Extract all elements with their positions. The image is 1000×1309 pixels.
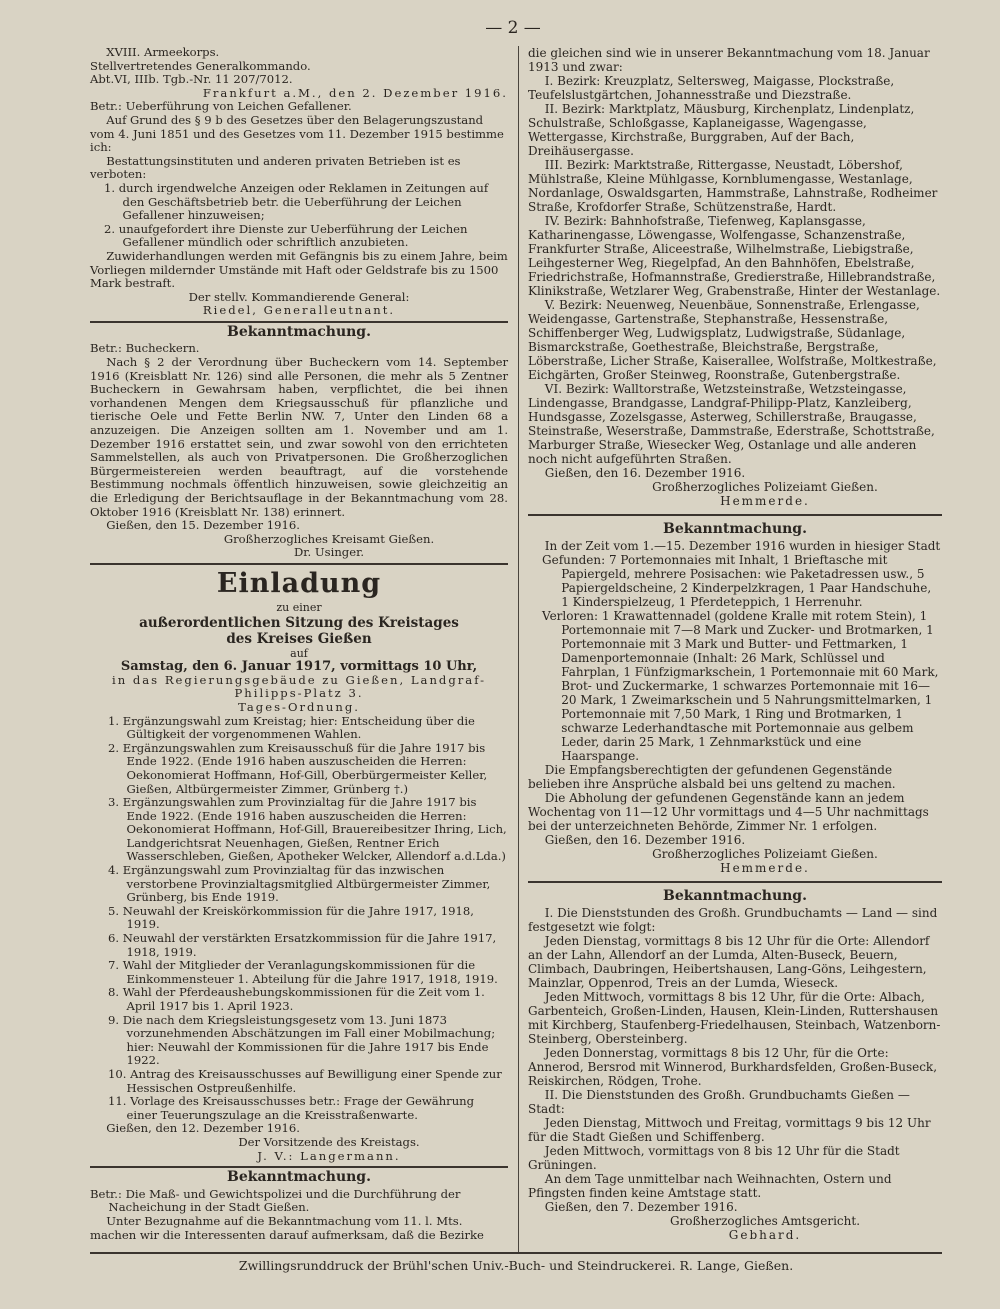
signature-name: Riedel, Generalleutnant.	[202, 303, 396, 318]
invitation-subtitle: auf	[290, 646, 308, 660]
lost-items: Verloren: 1 Krawattennadel (goldene Kralle mit rotem Stein), 1 Portemonnaie mit 7—8 Mark und Zucker- und Brotmarken, 1 Portemonnaie mit 3 Mark und Butter- und Fettmarken, 1 Damenportemonnaie (Inhalt: 26 Mark, Schlüssel und Fahrplan, 1 Fünfzigmarkschein, 1 Portemonnaie mit 60 Mark, Brot- und Zuckermarke, 1 schwarzes Portemonnaie mit 16—20 Mark, 1 Zweimarkschein und 5 Nahrungsmittelmarken, 1 Portemonnaie mit 7,50 Mark, 1 Ring und Brotmarken, 1 schwarze Lederhandtasche mit Portemonnaie aus gelbem Leder, darin 25 Mark, 1 Zehnmarkstück und eine Haarspange.	[542, 609, 939, 763]
divider	[528, 514, 942, 516]
district-entry: VI. Bezirk: Walltorstraße, Wetzsteinstraße, Wetzsteingasse, Lindengasse, Brandgasse, Landgraf-Philipp-Platz, Kanzleiberg, Hundsgasse, Zozelsgasse, Asterweg, Schillerstraße, Braugasse, Steinstraße, Weserstraße, Dammstraße, Ederstraße, Schottstraße, Marburger Straße, Wiesecker Weg, Ostanlage und alle anderen noch nicht aufgeführten Straßen.	[528, 382, 935, 466]
divider	[90, 563, 508, 565]
invitation-title: Einladung	[216, 567, 382, 599]
agenda-list	[108, 715, 508, 1123]
notice-signer: Hemmerde.	[720, 494, 810, 508]
header-line: Stellvertretendes Generalkommando.	[90, 58, 311, 73]
list-item: 1. durch irgendwelche Anzeigen oder Reklamen in Zeitungen auf den Geschäftsbetrieb betr. die Ueberführung der Leichen Gefallener hinzuweisen;	[104, 180, 489, 223]
notice-title: Bekanntmachung.	[227, 323, 371, 340]
agenda-title: Tages-Ordnung.	[238, 699, 360, 714]
agenda-item: 3. Ergänzungswahlen zum Provinzialtag für die Jahre 1917 bis Ende 1922. (Ende 1916 haben auszuscheiden die Herren: Oekonomierat Hoffmann, Hof-Gill, Brauereibesitzer Ihring, Lich, Landgerichtsrat Neuenhagen, Gießen, Rentner Erich Wasserschleben, Gießen, Apotheker Welcker, Allendorf a.d.Lda.)	[108, 795, 507, 864]
paragraph: Nach § 2 der Verordnung über Bucheckern vom 14. September 1916 (Kreisblatt Nr. 126) sind alle Personen, die mehr als 5 Zentner Bucheckern in Gewahrsam haben, verpflichtet, die bei ihnen vorhandenen Mengen dem Kriegsausschuß für pflanzliche und tierische Oele und Fette Berlin NW. 7, Unter den Linden 68 a anzuzeigen. Die Anzeigen sollten am 1. November und am 1. Dezember 1916 erstattet sein, und zwar sowohl von den errichteten Sammelstellen, als auch von Privatpersonen. Die Großherzoglichen Bürgermeistereien werden beauftragt, auf die vorstehende Bestimmung nochmals öffentlich hinzuweisen, sowie gleichzeitig an die Erledigung der Berichtsauflage in der Bekanntmachung vom 28. Oktober 1916 (Kreisblatt Nr. 138) erinnert.	[90, 355, 508, 519]
subject-line: Betr.: Ueberführung von Leichen Gefallener.	[90, 99, 352, 114]
notice-date: Gießen, den 7. Dezember 1916.	[544, 1200, 738, 1214]
invitation-date-signed: Gießen, den 12. Dezember 1916.	[106, 1121, 300, 1136]
paragraph: Die Abholung der gefundenen Gegenstände kann an jedem Wochentag von 11—12 Uhr vormittags und 4—5 Uhr nachmittags bei der unterzeichneten Behörde, Zimmer Nr. 1 erfolgen.	[528, 791, 929, 833]
header-line: XVIII. Armeekorps.	[106, 45, 220, 59]
header-line: Abt.VI, IIIb. Tgb.-Nr. 11 207/7012.	[90, 72, 293, 87]
paragraph: die gleichen sind wie in unserer Bekanntmachung vom 18. Januar 1913 und zwar:	[528, 46, 930, 74]
district-entry: IV. Bezirk: Bahnhofstraße, Tiefenweg, Kaplansgasse, Katharinengasse, Löwengasse, Wolfengasse, Schanzenstraße, Frankfurter Straße, Aliceestraße, Wilhelmstraße, Liebigstraße, Leihgesterner Weg, Riegelpfad, An den Bahnhöfen, Ebelstraße, Friedrichstraße, Hofmannstraße, Gredierstraße, Hillebrandstraße, Klinikstraße, Wetzlarer Weg, Grabenstraße, Hinter der Westanlage.	[528, 214, 941, 298]
notice-date: Gießen, den 16. Dezember 1916.	[544, 833, 746, 847]
place-date: Frankfurt a.M., den 2. Dezember 1916.	[202, 85, 508, 100]
notice-office: Großherzogliches Kreisamt Gießen.	[223, 531, 435, 546]
signature-title: Der stellv. Kommandierende General:	[188, 289, 410, 304]
agenda-item: 4. Ergänzungswahl zum Provinzialtag für das inzwischen verstorbene Provinzialtagsmitglied Altbürgermeister Zimmer, Grünberg, bis Ende 1919.	[108, 863, 491, 905]
district-entry: II. Bezirk: Marktplatz, Mäusburg, Kirchenplatz, Lindenplatz, Schulstraße, Schloßgasse, Kaplaneigasse, Wagengasse, Wettergasse, Kirchstraße, Burggraben, Auf der Bach, Dreihäusergasse.	[528, 102, 915, 158]
invitation-subtitle: des Kreises Gießen	[226, 630, 372, 647]
divider	[90, 321, 508, 323]
paragraph: II. Die Dienststunden des Großh. Grundbuchamts Gießen — Stadt:	[528, 1088, 910, 1116]
footer-divider	[90, 1252, 942, 1254]
agenda-item: 6. Neuwahl der verstärkten Ersatzkommission für die Jahre 1917, 1918, 1919.	[108, 931, 497, 959]
divider	[528, 881, 942, 883]
notice-office: Großherzogliches Amtsgericht.	[669, 1214, 861, 1228]
printer-imprint: Zwillingsrunddruck der Brühl'schen Univ.-Buch- und Steindruckerei. R. Lange, Gießen.	[238, 1258, 794, 1273]
notice-title: Bekanntmachung.	[663, 521, 807, 537]
agenda-item: 5. Neuwahl der Kreiskörkommission für die Jahre 1917, 1918, 1919.	[108, 903, 474, 932]
divider	[90, 1166, 508, 1168]
notice-title: Bekanntmachung.	[227, 1169, 371, 1186]
paragraph: Auf Grund des § 9 b des Gesetzes über den Belagerungszustand vom 4. Juni 1851 und des Gesetzes vom 11. Dezember 1915 bestimme ich:	[90, 112, 504, 155]
agenda-item: 9. Die nach dem Kriegsleistungsgesetz vom 13. Juni 1873 vorzunehmenden Abschätzungen im Fall einer Mobilmachung; hier: Neuwahl der Kommissionen für die Jahre 1917 bis Ende 1922.	[108, 1012, 496, 1068]
invitation-signer-title: Der Vorsitzende des Kreistags.	[238, 1134, 420, 1149]
paragraph: Jeden Donnerstag, vormittags 8 bis 12 Uhr, für die Orte: Annerod, Bersrod mit Winnerod, Burkhardsfelden, Großen-Buseck, Reiskirchen, Rödgen, Trohe.	[528, 1046, 938, 1088]
left-column	[90, 46, 508, 1242]
notice-title: Bekanntmachung.	[663, 888, 807, 904]
invitation-signer: J. V.: Langermann.	[257, 1148, 401, 1163]
paragraph: Jeden Dienstag, Mittwoch und Freitag, vormittags 9 bis 12 Uhr für die Stadt Gießen und Schiffenberg.	[528, 1116, 931, 1144]
notice-signer: Gebhard.	[728, 1228, 802, 1242]
paragraph: Die Empfangsberechtigten der gefundenen Gegenstände belieben ihre Ansprüche alsbald bei uns geltend zu machen.	[528, 763, 896, 791]
agenda-item: 2. Ergänzungswahlen zum Kreisausschuß für die Jahre 1917 bis Ende 1922. (Ende 1916 haben auszuscheiden die Herren: Oekonomierat Hoffmann, Hof-Gill, Oberbürgermeister Keller, Gießen, Altbürgermeister Zimmer, Grünberg †.)	[108, 740, 488, 796]
page-number: — 2 —	[485, 18, 541, 38]
notice-office: Großherzogliches Polizeiamt Gießen.	[652, 847, 878, 861]
column-divider	[518, 46, 519, 1252]
invitation-subtitle: zu einer	[276, 600, 322, 614]
agenda-item: 8. Wahl der Pferdeaushebungskommissionen für die Zeit vom 1. April 1917 bis 1. April 1923.	[108, 985, 485, 1013]
paragraph: Unter Bezugnahme auf die Bekanntmachung vom 11. l. Mts. machen wir die Interessenten darauf aufmerksam, daß die Bezirke	[90, 1213, 484, 1242]
district-entry: I. Bezirk: Kreuzplatz, Seltersweg, Maigasse, Plockstraße, Teufelslustgärtchen, Johannesstraße und Diezstraße.	[528, 74, 895, 102]
paragraph: Zuwiderhandlungen werden mit Gefängnis bis zu einem Jahre, beim Vorliegen mildernder Umstände mit Haft oder Geldstrafe bis zu 1500 Mark bestraft.	[90, 248, 508, 291]
paragraph: I. Die Dienststunden des Großh. Grundbuchamts — Land — sind festgesetzt wie folgt:	[528, 906, 938, 934]
paragraph: Jeden Mittwoch, vormittags 8 bis 12 Uhr, für die Orte: Albach, Garbenteich, Großen-Linden, Hausen, Klein-Linden, Ruttershausen mit Kirchberg, Staufenberg-Friedelhausen, Steinbach, Watzenborn-Steinberg, Obersteinberg.	[528, 990, 941, 1046]
notice-date: Gießen, den 16. Dezember 1916.	[544, 466, 746, 480]
subject-line: Betr.: Die Maß- und Gewichtspolizei und die Durchführung der Nacheichung in der Stadt Gießen.	[90, 1186, 461, 1215]
paragraph: In der Zeit vom 1.—15. Dezember 1916 wurden in hiesiger Stadt	[544, 539, 941, 553]
agenda-item: 1. Ergänzungswahl zum Kreistag; hier: Entscheidung über die Gültigkeit der vorgenommenen Wahlen.	[108, 713, 475, 742]
paragraph: Jeden Dienstag, vormittags 8 bis 12 Uhr für die Orte: Allendorf an der Lahn, Allendorf an der Lumda, Alten-Buseck, Beuern, Climbach, Daubringen, Heibertshausen, Lang-Göns, Leihgestern, Mainzlar, Oppenrod, Treis an der Lumda, Wieseck.	[528, 934, 930, 990]
paragraph: Jeden Mittwoch, vormittags von 8 bis 12 Uhr für die Stadt Grüningen.	[528, 1144, 900, 1172]
list-item: 2. unaufgefordert ihre Dienste zur Ueberführung der Leichen Gefallener mündlich oder schriftlich anzubieten.	[104, 221, 468, 250]
subject-line: Betr.: Bucheckern.	[90, 341, 200, 356]
district-entry: V. Bezirk: Neuenweg, Neuenbäue, Sonnenstraße, Erlengasse, Weidengasse, Gartenstraße, Stephanstraße, Hessenstraße, Schiffenberger Weg, Ludwigsplatz, Ludwigstraße, Südanlage, Bismarckstraße, Goethestraße, Bleichstraße, Bergstraße, Löberstraße, Licher Straße, Kaiserallee, Wolfstraße, Moltkestraße, Eichgärten, Großer Steinweg, Roonstraße, Gutenbergstraße.	[528, 298, 937, 382]
district-entry: III. Bezirk: Marktstraße, Rittergasse, Neustadt, Löbershof, Mühlstraße, Kleine Mühlgasse, Kornblumengasse, Westanlage, Nordanlage, Oswaldsgarten, Hammstraße, Lahnstraße, Rodheimer Straße, Krofdorfer Straße, Schützenstraße, Hardt.	[528, 158, 938, 214]
agenda-item: 7. Wahl der Mitglieder der Veranlagungskommissionen für die Einkommensteuer 1. Abteilung für die Jahre 1917, 1918, 1919.	[108, 958, 498, 986]
paragraph: An dem Tage unmittelbar nach Weihnachten, Ostern und Pfingsten finden keine Amtstage statt.	[528, 1172, 892, 1200]
notice-office: Großherzogliches Polizeiamt Gießen.	[652, 480, 878, 494]
agenda-item: 11. Vorlage des Kreisausschusses betr.: Frage der Gewährung einer Teuerungszulage an die Kreisstraßenwarte.	[108, 1094, 475, 1122]
invitation-subtitle: außerordentlichen Sitzung des Kreistages	[139, 614, 459, 631]
right-column	[528, 46, 942, 1242]
notice-signer: Hemmerde.	[720, 861, 810, 875]
found-items: Gefunden: 7 Portemonnaies mit Inhalt, 1 Brieftasche mit Papiergeld, mehrere Posisachen: wie Paketadressen usw., 5 Papiergeldscheine, 2 Kinderpelzkragen, 1 Paar Handschuhe, 1 Kinderspielzeug, 1 Pferdeteppich, 1 Herrenuhr.	[542, 553, 932, 609]
paragraph: Bestattungsinstituten und anderen privaten Betrieben ist es verboten:	[90, 153, 461, 182]
invitation-date: Samstag, den 6. Januar 1917, vormittags 10 Uhr,	[120, 659, 478, 675]
invitation-place: in das Regierungsgebäude zu Gießen, Landgraf-Philipps-Platz 3.	[111, 672, 486, 701]
notice-date: Gießen, den 15. Dezember 1916.	[106, 518, 300, 533]
notice-signer: Dr. Usinger.	[293, 545, 365, 560]
agenda-item: 10. Antrag des Kreisausschusses auf Bewilligung einer Spende zur Hessischen Ostpreußenhilfe.	[108, 1066, 502, 1095]
